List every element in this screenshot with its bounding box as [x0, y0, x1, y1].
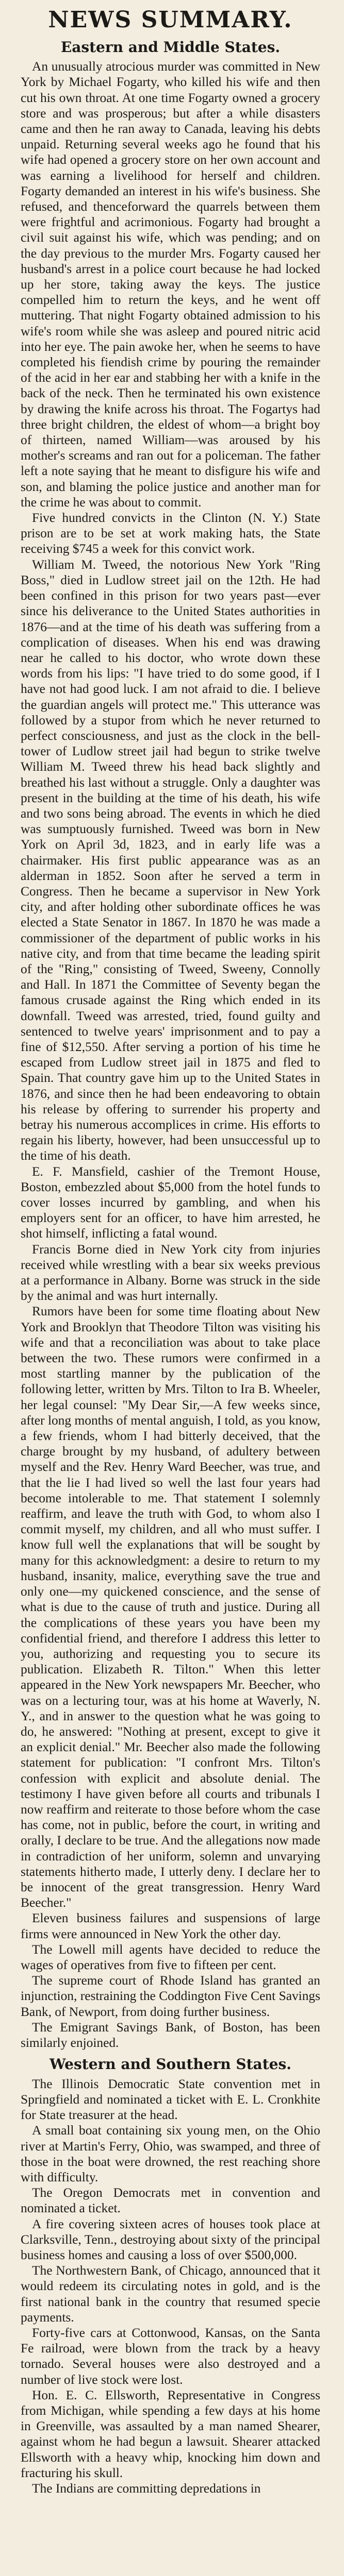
- section-heading-eastern: Eastern and Middle States.: [60, 38, 281, 56]
- news-paragraph: Forty-five cars at Cottonwood, Kansas, on the Santa Fe railroad, were blown from the track by a heavy tornado. Several houses were also destroyed and a number of live stock were lost.: [21, 2326, 320, 2387]
- news-paragraph: Rumors have been for some time floating about New York and Brooklyn that Theodore Tilton was visiting his wife and that a reconciliation was about to take place between the two. These rumors were confirmed in a most startling manner by the publication of the following letter, written by Mrs. Tilton to Ira B. Wheeler, her legal counsel: "My Dear Sir,—A few weeks since, after long months of mental anguish, I told, as you know, a few friends, whom I had bitterly deceived, that the charge brought by my husband, of adultery between myself and the Rev. Henry Ward Beecher, was true, and that the lie I had lived so well the last four years had become intolerable to me. That statement I solemnly reaffirm, and leave the truth with God, to whom also I commit myself, my children, and all who must suffer. I know full well the explanations that will be sought by many for this acknowledgment: a desire to return to my husband, insanity, malice, everything save the true and only one—my quickened conscience, and the sense of what is due to the cause of truth and justice. During all the complications of these years you have been my confidential friend, and therefore I address this letter to you, authorizing and requesting you to secure its publication. Elizabeth R. Tilton." When this letter appeared in the New York newspapers Mr. Beecher, who was on a lecturing tour, was at his home at Waverly, N. Y., and in answer to the question what he was going to do, he answered: "Nothing at present, except to give it an explicit denial." Mr. Beecher also made the following statement for publication: "I confront Mrs. Tilton's confession with explicit and absolute denial. The testimony I have given before all courts and tribunals I now reaffirm and reiterate to those before whom the case has come, not in public, before the court, in writing and orally, I declare to be true. And the allegations now made in contradiction of her uniform, solemn and unvarying statements hitherto made, I utterly deny. I declare her to be innocent of the great transgression. Henry Ward Beecher.": [21, 1304, 320, 1910]
- news-paragraph: A small boat containing six young men, on the Ohio river at Martin's Ferry, Ohio, was swamped, and three of those in the boat were drowned, the rest reaching shore with difficulty.: [21, 2123, 320, 2184]
- news-paragraph: Eleven business failures and suspensions of large firms were announced in New York the other day.: [21, 1911, 320, 1941]
- news-paragraph: A fire covering sixteen acres of houses took place at Clarksville, Tenn., destroying about sixty of the principal business homes and causing a loss of over $500,000.: [21, 2216, 320, 2263]
- news-paragraph: Francis Borne died in New York city from injuries received while wrestling with a bear six weeks previous at a performance in Albany. Borne was struck in the side by the animal and was hurt internally.: [21, 1242, 320, 1303]
- news-paragraph: E. F. Mansfield, cashier of the Tremont House, Boston, embezzled about $5,000 from the hotel funds to cover losses incurred by gambling, and when his employers sent for an officer, to have him arrested, he shot himself, inflicting a fatal wound.: [21, 1164, 320, 1241]
- news-paragraph: Hon. E. C. Ellsworth, Representative in Congress from Michigan, while spending a few days at his home in Greenville, was assaulted by a man named Shearer, against whom he had begun a lawsuit. Shearer attacked Ellsworth with a heavy whip, knocking him down and fracturing his skull.: [21, 2387, 320, 2480]
- news-paragraph: The Oregon Democrats met in convention and nominated a ticket.: [21, 2185, 320, 2216]
- news-paragraph: The Northwestern Bank, of Chicago, announced that it would redeem its circulating notes in gold, and is the first national bank in the country that resumed specie payments.: [21, 2263, 320, 2325]
- news-paragraph: The Emigrant Savings Bank, of Boston, has been similarly enjoined.: [21, 2020, 320, 2050]
- news-paragraph: The supreme court of Rhode Island has granted an injunction, restraining the Coddington Five Cent Savings Bank, of Newport, from doing further business.: [21, 1973, 320, 2019]
- page-title: NEWS SUMMARY.: [48, 7, 293, 33]
- news-paragraph: Five hundred convicts in the Clinton (N. Y.) State prison are to be set at work making hats, the State receiving $745 a week for this convict work.: [21, 511, 320, 556]
- news-paragraph: The Lowell mill agents have decided to reduce the wages of operatives from five to fifteen per cent.: [21, 1942, 320, 1972]
- section-heading-western: Western and Southern States.: [50, 2056, 291, 2073]
- news-paragraph: The Indians are committing depredations in: [32, 2481, 261, 2496]
- news-paragraph: William M. Tweed, the notorious New York "Ring Boss," died in Ludlow street jail on the 12th. He had been confined in this prison for two years past—ever since his deliverance to the United States authorities in 1876—and at the time of his death was suffering from a complication of diseases. When his end was drawing near he called to his doctor, who wrote down these words from his lips: "I have tried to do some good, if I have not had good luck. I am not afraid to die. I believe the guardian angels will protect me." This utterance was followed by a stupor from which he never returned to perfect consciousness, and just as the clock in the bell-tower of Ludlow street jail had begun to strike twelve William M. Tweed threw his head back slightly and breathed his last without a struggle. Only a daughter was present in the building at the time of his death, his wife and two sons being abroad. The events in which he died was sumptuously furnished. Tweed was born in New York on April 3d, 1823, and in early life was a chairmaker. His first public appearance was as an alderman in 1852. Soon after he served a term in Congress. Then he became a supervisor in New York city, and after holding other subordinate offices he was elected a State Senator in 1867. In 1870 he was made a commissioner of the department of public works in his native city, and from that time became the leading spirit of the "Ring," consisting of Tweed, Sweeny, Connolly and Hall. In 1871 the Committee of Seventy began the famous crusade against the Ring which ended in its downfall. Tweed was arrested, tried, found guilty and sentenced to twelve years' imprisonment and to pay a fine of $12,550. After serving a portion of his time he escaped from Ludlow street jail in 1875 and fled to Spain. That country gave him up to the United States in 1876, and since then he had been endeavoring to obtain his release by offering to surrender his property and betray his numerous accomplices in crime. His efforts to regain his liberty, however, had been unsuccessful up to the time of his death.: [21, 557, 320, 1163]
- news-paragraph: The Illinois Democratic State convention met in Springfield and nominated a ticket with E. L. Cronkhite for State treasurer at the head.: [21, 2076, 320, 2123]
- news-paragraph: An unusually atrocious murder was committed in New York by Michael Fogarty, who killed his wife and then cut his own throat. At one time Fogarty owned a grocery store and was prosperous; but after a while disasters came and then he ran away to Canada, leaving his debts unpaid. Returning several weeks ago he found that his wife had opened a grocery store on her own account and was earning a livelihood for herself and children. Fogarty demanded an interest in his wife's business. She refused, and thenceforward the quarrels between them were frightful and acrimonious. Fogarty had brought a civil suit against his wife, which was pending; and on the day previous to the murder Mrs. Fogarty caused her husband's arrest in a police court because he had locked up her store, taking away the keys. The justice compelled him to return the keys, and he went off muttering. That night Fogarty obtained admission to his wife's room while she was asleep and poured nitric acid into her eye. The pain awoke her, when he seems to have completed his fiendish crime by pouring the remainder of the acid in her ear and stabbing her with a knife in the back of the neck. Then he terminated his own existence by drawing the knife across his throat. The Fogartys had three bright children, the eldest of whom—a bright boy of thirteen, named William—was aroused by his mother's screams and ran out for a policeman. The father left a note saying that he meant to disfigure his wife and son, and blaming the police justice and another man for the crime he was about to commit.: [21, 59, 320, 510]
